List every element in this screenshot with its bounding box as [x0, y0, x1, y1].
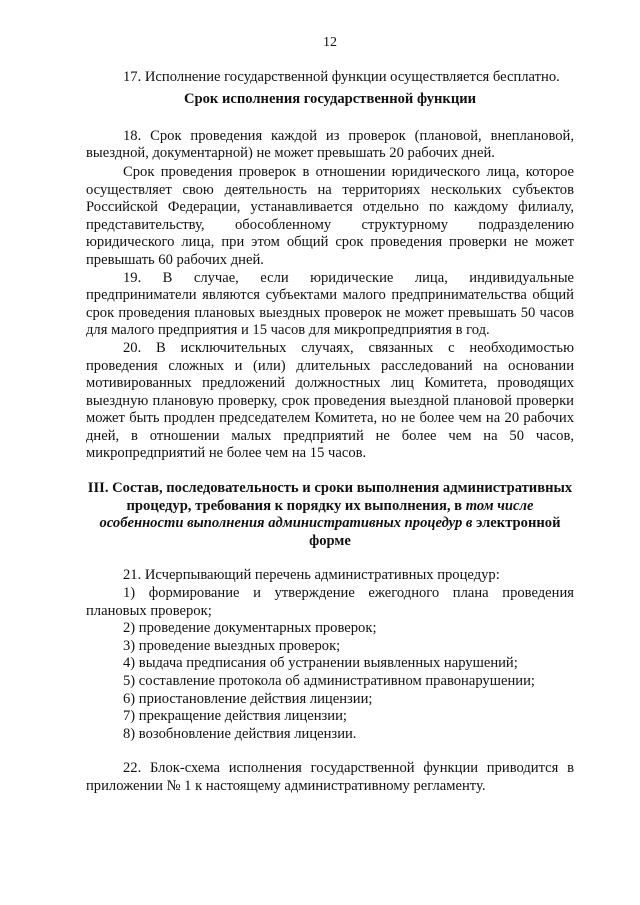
heading-term: Срок исполнения государственной функции	[183, 91, 477, 108]
paragraph-20: 20. В исключительных случаях, связанных с необходимостью проведения сложных и (или) длительных расследований на основании мотивированных предложений должностных лиц Комитета, проводящих выездную плановую проверку, срок проведения выездной плановой проверки может быть продлен председателем Комитета, но не более чем на 20 рабочих дней, в отношении малых предприятий не более чем на 50 часов, микропредприятий не более чем на 15 часов.	[86, 339, 574, 462]
paragraph-19: 19. В случае, если юридические лица, индивидуальные предприниматели являются субъектами малого предпринимательства общий срок проведения плановых выездных проверок не может превышать 50 часов для малого предприятия и 15 часов для микропредприятия в год.	[86, 269, 574, 339]
list-item: 7) прекращение действия лицензии;	[123, 708, 347, 725]
list-item: 4) выдача предписания об устранении выявленных нарушений;	[123, 655, 518, 672]
section-3-heading-line1: III. Состав, последовательность и сроки выполнения административных процедур, требования к порядку их выполнения, в	[87, 480, 573, 514]
list-item: 2) проведение документарных проверок;	[123, 620, 377, 637]
section-3-heading	[86, 480, 574, 550]
page-number: 12	[323, 35, 337, 50]
section-3-heading-italic: том числе особенности выполнения административных процедур в	[99, 497, 534, 532]
paragraph-22: 22. Блок-схема исполнения государственной функции приводится в приложении № 1 к настоящему административному регламенту.	[86, 760, 574, 794]
document-page	[86, 34, 574, 796]
paragraph-17: 17. Исполнение государственной функции осуществляется бесплатно.	[123, 68, 560, 85]
list-item: 5) составление протокола об административном правонарушении;	[123, 673, 535, 689]
paragraph-21-intro: 21. Исчерпывающий перечень административных процедур:	[123, 567, 500, 584]
section-3-heading-line3: электронной форме	[309, 515, 561, 549]
list-item: 8) возобновление действия лицензии.	[123, 725, 357, 742]
list-item: 6) приостановление действия лицензии;	[123, 690, 373, 707]
paragraph-18a: 18. Срок проведения каждой из проверок (плановой, внеплановой, выездной, документарной) не может превышать 20 рабочих дней.	[86, 127, 574, 162]
paragraph-18b: Срок проведения проверок в отношении юридического лица, которое осуществляет свою деятельность на территориях нескольких субъектов Российской Федерации, устанавливается отдельно по каждому филиалу, представительству, обособленному структурному подразделению юридического лица, при этом общий срок проведения проверки не может превышать 60 рабочих дней.	[86, 163, 574, 268]
list-item: 1) формирование и утверждение ежегодного плана проведения плановых проверок;	[86, 585, 574, 619]
list-item: 3) проведение выездных проверок;	[123, 637, 341, 654]
